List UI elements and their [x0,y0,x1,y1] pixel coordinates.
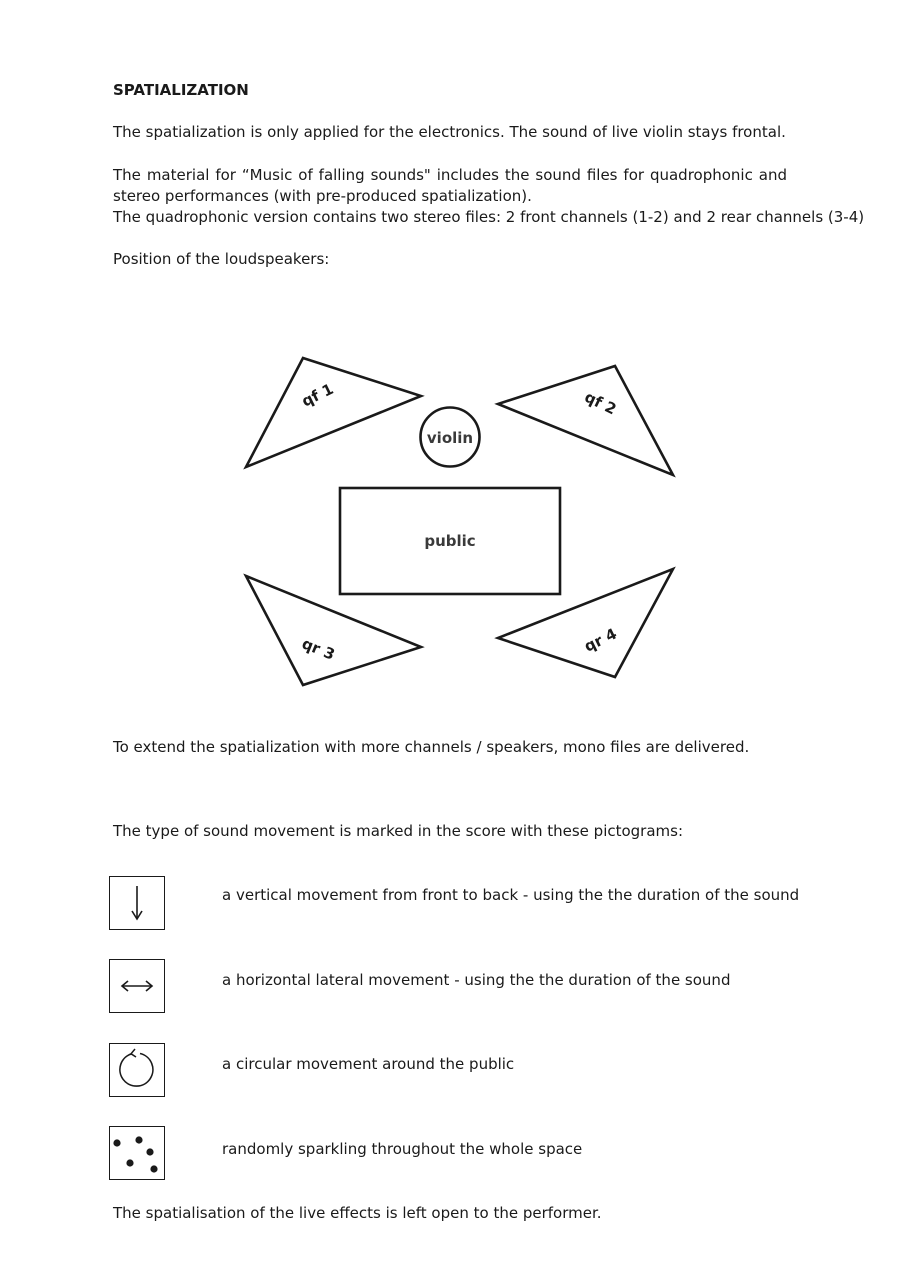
extend-paragraph: To extend the spatialization with more channels / speakers, mono files are delivered. [113,738,750,756]
speaker-label-qf1: qf 1 [298,379,337,411]
speaker-qf1-triangle [246,358,421,467]
pictogram-random-description: randomly sparkling throughout the whole space [222,1140,583,1158]
quadrophonic-paragraph: The quadrophonic version contains two stereo files: 2 front channels (1-2) and 2 rear channels (3-4) [113,208,865,226]
scattered-dots-icon [110,1127,163,1178]
speaker-label-qr3: qr 3 [299,634,338,664]
pictogram-circular [109,1043,165,1097]
pictogram-circular-description: a circular movement around the public [222,1055,515,1073]
pictogram-vertical [109,876,165,930]
speaker-qr3-triangle [246,576,421,685]
left-right-arrow-icon [110,960,163,1011]
speaker-label-qf2: qf 2 [581,387,620,419]
speaker-label-qr4: qr 4 [581,624,620,656]
pictogram-horizontal [109,959,165,1013]
closing-paragraph: The spatialisation of the live effects is left open to the performer. [113,1204,602,1222]
speaker-qf2-triangle [498,366,673,475]
pictogram-vertical-description: a vertical movement from front to back - using the the duration of the sound [222,886,800,904]
speaker-qr4-triangle [498,569,673,677]
pictogram-random [109,1126,165,1180]
material-paragraph: The material for “Music of falling sounds" includes the sound files for quadrophonic and stereo performances (with pre-produced spatialization). [113,166,787,205]
section-heading: SPATIALIZATION [113,81,249,99]
pictograms-intro: The type of sound movement is marked in the score with these pictograms: [113,822,684,840]
down-arrow-icon [110,877,163,928]
position-label: Position of the loudspeakers: [113,250,330,268]
pictogram-horizontal-description: a horizontal lateral movement - using the the duration of the sound [222,971,731,989]
public-label: public [424,532,476,550]
loudspeaker-diagram [200,330,720,710]
circular-arrow-icon [110,1044,163,1095]
violin-label: violin [426,429,474,447]
intro-paragraph: The spatialization is only applied for the electronics. The sound of live violin stays frontal. [113,123,786,141]
